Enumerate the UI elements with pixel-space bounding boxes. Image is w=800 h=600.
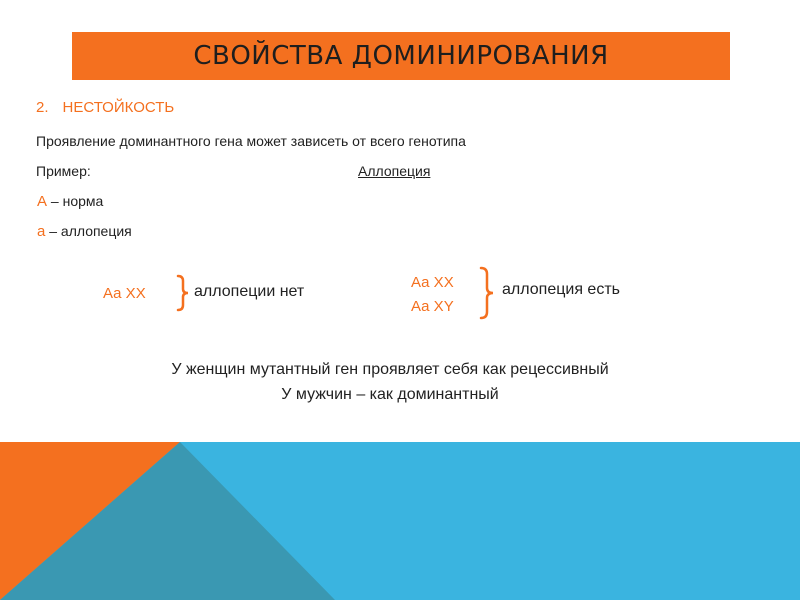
- genotype-male-1: Аа ХХ: [411, 274, 454, 291]
- genotype-female: Аа ХХ: [103, 285, 146, 302]
- conclusion-line-1: У женщин мутантный ген проявляет себя как рецессивный: [171, 361, 609, 378]
- allele-dominant-symbol: А: [37, 193, 48, 210]
- description-text: Проявление доминантного гена может зависеть от всего генотипа: [36, 133, 466, 149]
- allele-dominant-line: [37, 193, 103, 210]
- conclusion-line-2: У мужчин – как доминантный: [281, 386, 499, 403]
- allele-dominant-text: – норма: [47, 193, 104, 209]
- alopecia-heading: Аллопеция: [358, 163, 431, 179]
- result-no-alopecia: аллопеции нет: [194, 283, 305, 300]
- example-label: Пример:: [36, 163, 91, 179]
- slide-title: СВОЙСТВА ДОМИНИРОВАНИЯ: [193, 41, 609, 71]
- brace-icon: [479, 266, 495, 320]
- section-heading: [36, 99, 174, 116]
- brace-icon: [176, 274, 190, 312]
- genotype-male-2: Аа ХY: [411, 298, 454, 315]
- result-alopecia-present: аллопеция есть: [502, 281, 620, 298]
- allele-recessive-text: – аллопеция: [45, 223, 132, 239]
- section-number: 2.: [36, 99, 49, 116]
- section-title: НЕСТОЙКОСТЬ: [62, 99, 175, 116]
- allele-recessive-symbol: а: [37, 223, 46, 240]
- title-bar: [72, 32, 730, 80]
- allele-recessive-line: [37, 223, 132, 240]
